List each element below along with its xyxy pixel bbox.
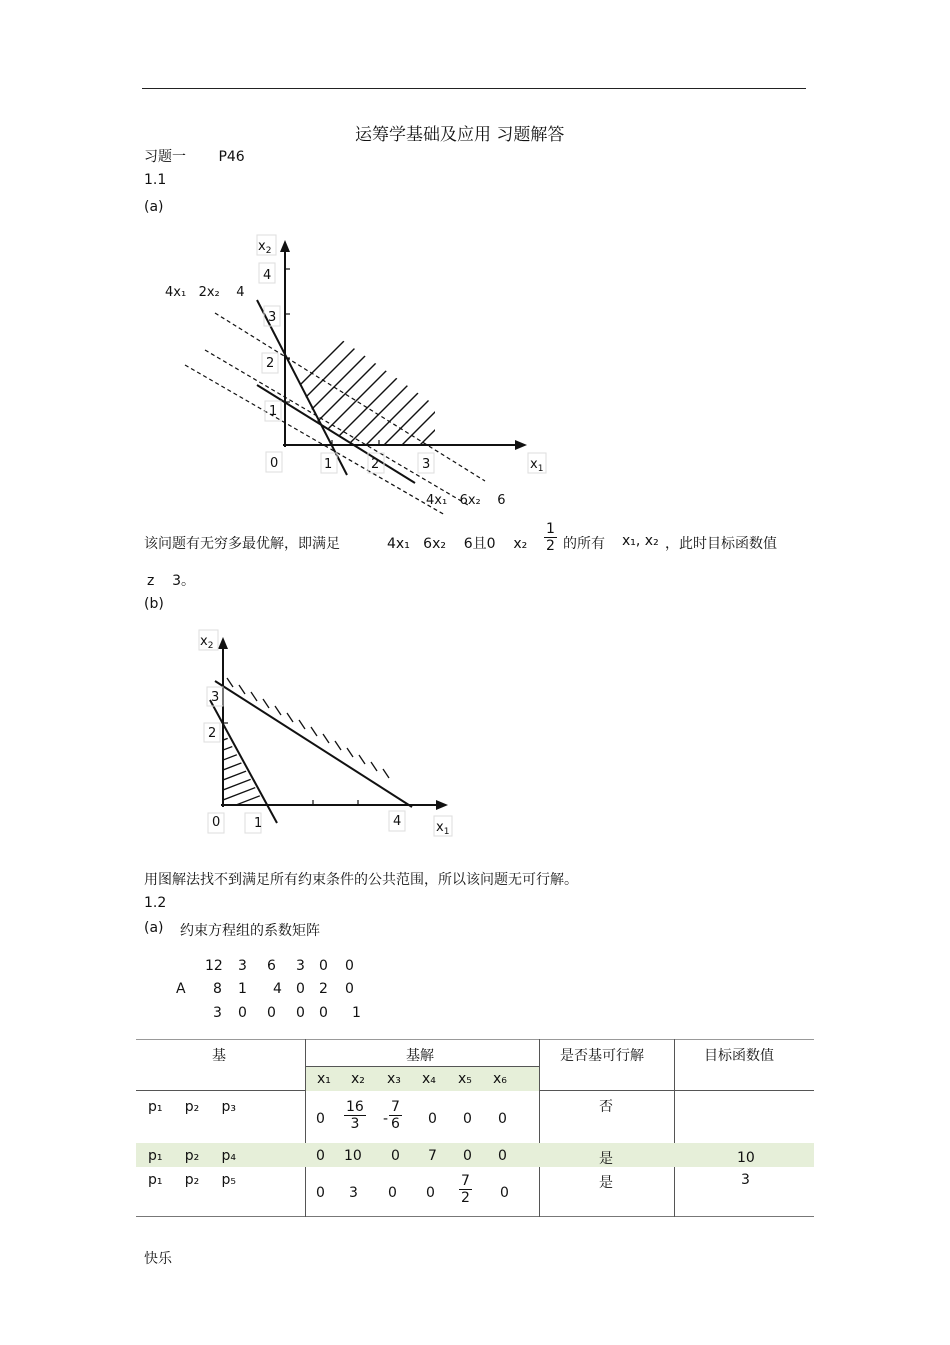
cell-value: 0 <box>498 1111 507 1127</box>
header-basis: 基 <box>212 1048 226 1064</box>
row-basis: p₁ p₂ p₄ <box>148 1148 236 1164</box>
cell-value: 0 <box>428 1111 437 1127</box>
x-axis-label-b: $x_1$ <box>436 820 450 837</box>
fraction-numerator: 1 <box>546 521 555 537</box>
x-tick-1-b: 1 <box>254 816 263 831</box>
part-a-label-1-2: (a) <box>144 920 164 936</box>
footer-text: 快乐 <box>144 1251 172 1267</box>
answer-a-suffix: 的所有 <box>563 536 605 552</box>
y-axis-arrow-b <box>218 637 228 649</box>
answer-a-fraction <box>544 521 557 554</box>
row-objective: 10 <box>737 1150 755 1166</box>
header-rule <box>142 88 806 89</box>
basic-solution-table <box>136 1039 814 1217</box>
feasible-region-hatching <box>230 295 570 455</box>
highlight-row-band <box>136 1143 814 1167</box>
axes-b <box>221 645 440 807</box>
cell-value: 0 <box>316 1185 325 1201</box>
x-tick-1: 1 <box>324 457 333 472</box>
section-label <box>144 146 245 166</box>
cell-value: 0 <box>316 1148 325 1164</box>
x-axis-arrow <box>515 440 527 450</box>
cell-value: 0 <box>388 1185 397 1201</box>
answer-a-expression: 4x₁ 6x₂ 6且0 x₂ <box>387 536 528 552</box>
constraint-lines-b <box>210 681 412 823</box>
cell-value: 0 <box>463 1111 472 1127</box>
cell-value: 0 <box>426 1185 435 1201</box>
cell-value: 0 <box>316 1111 325 1127</box>
page-title: 运筹学基础及应用 习题解答 <box>355 125 565 145</box>
row-feasible: 是 <box>599 1175 613 1191</box>
cell-fraction: $\frac{16}{3}$ <box>346 1099 364 1132</box>
x-tick-4-b: 4 <box>393 814 402 829</box>
graph-a <box>150 225 570 515</box>
x-tick-3: 3 <box>422 457 431 472</box>
cell-value: 0 <box>498 1148 507 1164</box>
header-feasible: 是否基可行解 <box>560 1048 644 1064</box>
cell-value: 0 <box>391 1148 400 1164</box>
x-axis-arrow-b <box>436 800 448 810</box>
answer-a-prefix: 该问题有无穷多最优解，即满足 <box>144 536 340 552</box>
answer-a-vars: x₁, x₂ <box>622 533 659 549</box>
row-feasible: 是 <box>599 1151 613 1167</box>
y-tick-2-b: 2 <box>208 726 217 741</box>
row-basis: p₁ p₂ p₃ <box>148 1099 236 1115</box>
y-tick-4: 4 <box>263 268 272 283</box>
cell-fraction-sign: - <box>383 1111 389 1127</box>
cell-fraction: $\frac{7}{6}$ <box>391 1099 400 1132</box>
section-name: 习题一 <box>144 149 186 165</box>
sub-header-x3: x₃ <box>387 1071 401 1087</box>
part-b-label: (b) <box>144 596 164 612</box>
fraction-denominator: 2 <box>546 538 555 554</box>
origin-label: 0 <box>270 456 279 471</box>
sub-header-x5: x₅ <box>458 1071 472 1087</box>
y-tick-1: 1 <box>269 404 278 419</box>
matrix-label: A <box>176 981 186 997</box>
x-tick-2: 2 <box>371 457 380 472</box>
objective-lines <box>185 313 485 515</box>
answer-a-tail: ，此时目标函数值 <box>665 536 777 552</box>
constraint-1-label: 4x₁ 2x₂ 4 <box>165 285 245 300</box>
cell-value: 3 <box>349 1185 358 1201</box>
section-page: P46 <box>218 149 245 165</box>
cell-value: 0 <box>500 1185 509 1201</box>
matrix-caption: 约束方程组的系数矩阵 <box>180 923 320 939</box>
y-axis-label-b: $x_2$ <box>200 634 214 651</box>
origin-label-b: 0 <box>212 815 221 830</box>
y-axis-arrow <box>280 240 290 252</box>
problem-number-1-2: 1.2 <box>144 895 167 911</box>
header-basic-solution: 基解 <box>406 1048 434 1064</box>
y-tick-2: 2 <box>266 356 275 371</box>
cell-value: 10 <box>344 1148 362 1164</box>
sub-header-x1: x₁ <box>317 1071 331 1087</box>
graph-b <box>190 625 470 845</box>
y-tick-3-b: 3 <box>211 690 220 705</box>
y-axis-label: $x_2$ <box>258 239 272 256</box>
outer-constraint-hatching <box>227 678 389 778</box>
sub-header-x2: x₂ <box>351 1071 365 1087</box>
cell-value: 7 <box>428 1148 437 1164</box>
sub-header-x6: x₆ <box>493 1071 507 1087</box>
axes-a <box>283 247 520 447</box>
answer-a-objective: z 3。 <box>147 573 196 589</box>
cell-value: 0 <box>463 1148 472 1164</box>
part-a-label: (a) <box>144 199 164 215</box>
row-feasible: 否 <box>599 1099 613 1115</box>
answer-b: 用图解法找不到满足所有约束条件的公共范围，所以该问题无可行解。 <box>144 872 578 888</box>
row-objective: 3 <box>741 1172 750 1188</box>
constraint-lines <box>257 300 415 483</box>
y-tick-3: 3 <box>268 310 277 325</box>
header-objective: 目标函数值 <box>704 1048 774 1064</box>
cell-fraction: $\frac{7}{2}$ <box>461 1173 470 1206</box>
x-axis-label: $x_1$ <box>530 457 544 474</box>
row-basis: p₁ p₂ p₅ <box>148 1172 236 1188</box>
constraint-2-label: 4x₁ 6x₂ 6 <box>426 493 506 508</box>
sub-header-x4: x₄ <box>422 1071 436 1087</box>
problem-number-1-1: 1.1 <box>144 172 167 188</box>
